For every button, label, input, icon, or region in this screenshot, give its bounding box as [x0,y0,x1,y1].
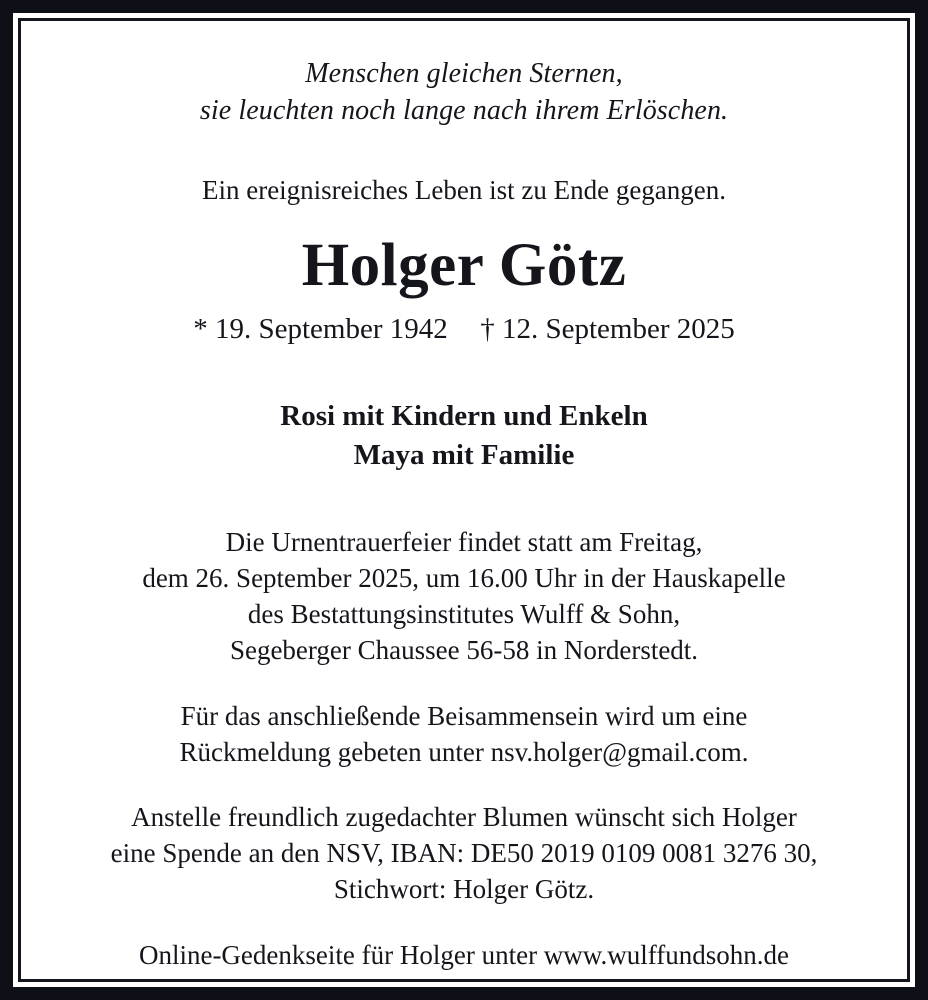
rsvp-line-1: Für das anschließende Beisammensein wird um eine [180,701,748,732]
rsvp-line-2: Rückmeldung gebeten unter nsv.holger@gmail.com. [179,737,749,768]
ceremony-line-2: dem 26. September 2025, um 16.00 Uhr in der Hauskapelle [142,562,786,593]
verse-line-1: Menschen gleichen Sternen, [305,58,623,89]
mourners-list [47,397,881,475]
deceased-name: Holger Götz [301,231,627,299]
online-memorial-note [47,937,881,973]
ceremony-details [47,524,881,669]
life-dates [47,312,881,347]
obituary-frame-inner [18,18,910,982]
mourners-line-1: Rosi mit Kindern und Enkeln [280,400,648,433]
birth-symbol: * [193,313,208,346]
death-symbol: † [480,313,495,346]
mourners-line-2: Maya mit Familie [353,439,575,472]
rsvp-request [47,698,881,770]
donation-request [47,799,881,908]
lead-statement [47,173,881,208]
verse-line-2: sie leuchten noch lange nach ihrem Erlöschen. [199,95,729,127]
donation-line-1: Anstelle freundlich zugedachter Blumen wünscht sich Holger [131,801,797,832]
birth-date: 19. September 1942 [214,313,448,346]
ceremony-line-4: Segeberger Chaussee 56-58 in Norderstedt. [229,635,699,666]
ceremony-line-3: des Bestattungsinstitutes Wulff & Sohn, [247,598,681,629]
memorial-verse [47,55,881,129]
donation-line-2: eine Spende an den NSV, IBAN: DE50 2019 0109 0081 3276 30, [110,837,818,868]
ceremony-line-1: Die Urnentrauerfeier findet statt am Freitag, [225,526,703,557]
memorial-line-1: Online-Gedenkseite für Holger unter www.wulffundsohn.de [138,940,790,971]
donation-line-3: Stichwort: Holger Götz. [333,873,595,904]
death-date: 12. September 2025 [502,313,735,346]
lead-line-1: Ein ereignisreiches Leben ist zu Ende gegangen. [201,175,727,206]
